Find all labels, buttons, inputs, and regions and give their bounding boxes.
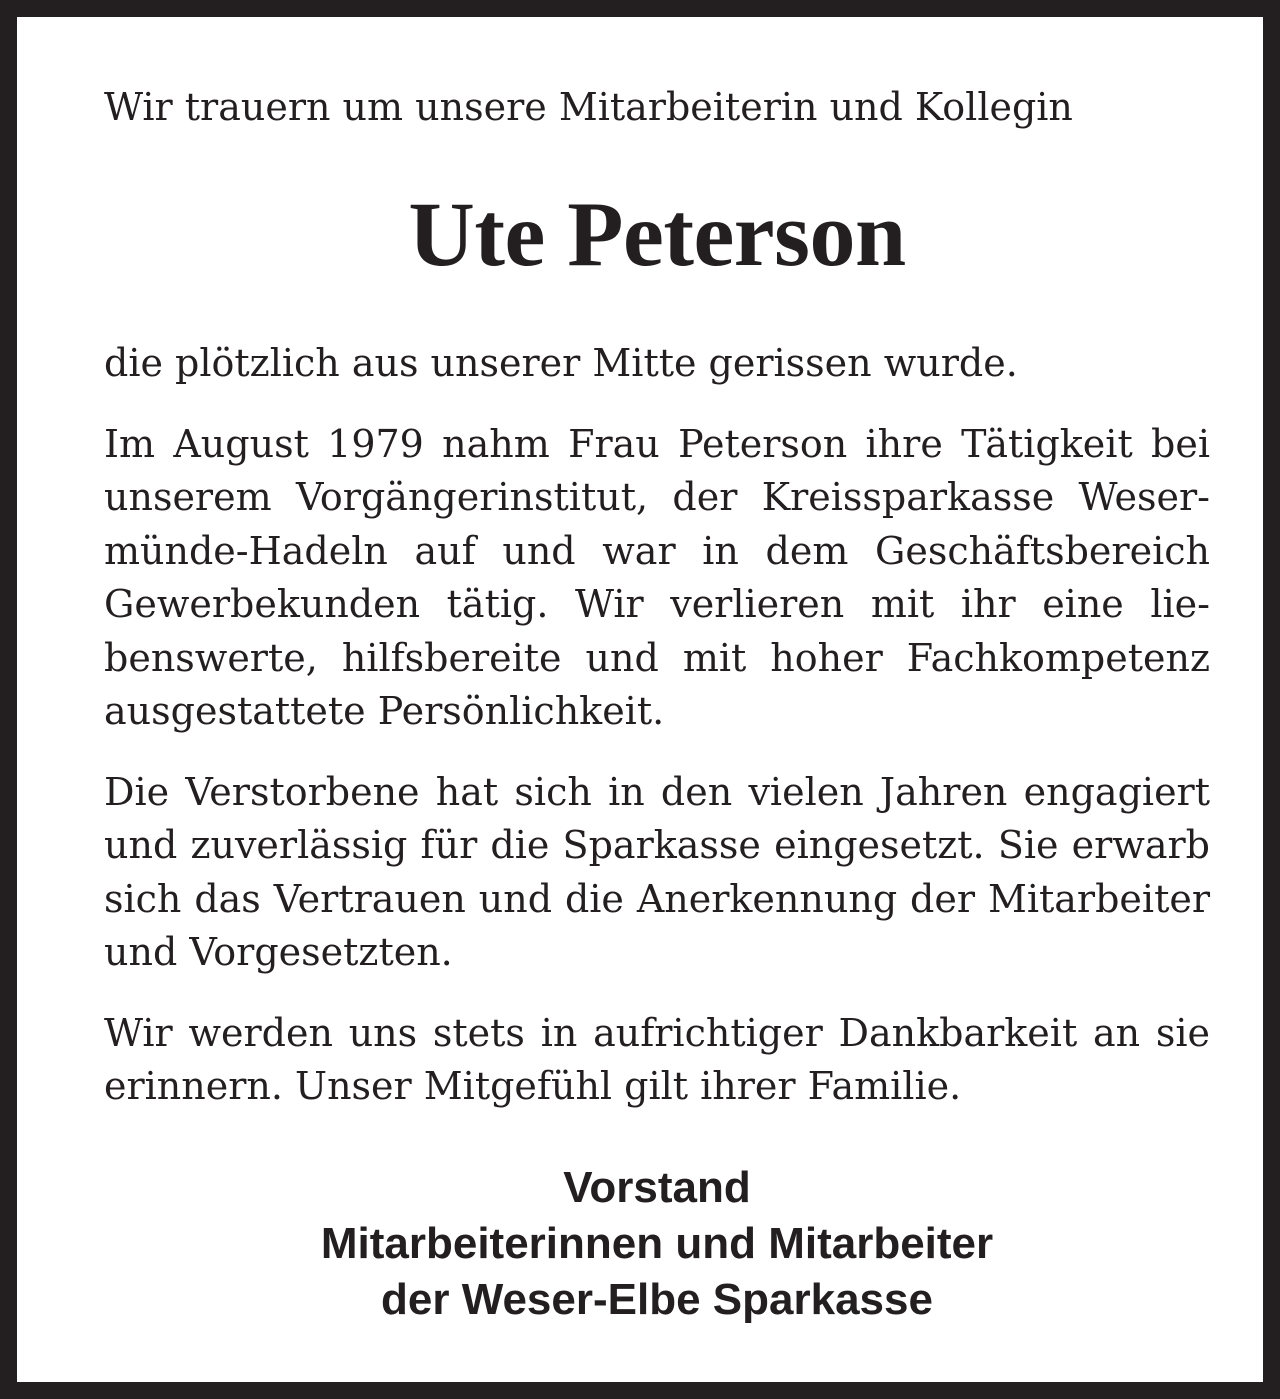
obituary-body — [104, 81, 1210, 1114]
signature-block — [104, 1160, 1210, 1328]
intro-line: Wir trauern um unsere Mitarbeiterin und Kollegin — [104, 85, 1073, 129]
paragraph-3: Die Verstorbene hat sich in den vielen Jahren engagiert und zuverlässig für die Sparkasse eingesetzt. Sie erwarb sich das Vertrauen und die Anerkennung der Mitarbeiter und Vorgesetzten. — [104, 769, 1210, 974]
signature-institution: der Weser-Elbe Sparkasse — [381, 1275, 933, 1324]
paragraph-2: Im August 1979 nahm Frau Peterson ihre Tätigkeit bei unserem Vorgängerinstitut, der Kreissparkasse Wesermünde-Hadeln auf und war in dem Geschäftsbereich Gewerbekunden tätig. Wir verlieren mit ihr eine liebenswerte, hilfsbereite und mit hoher Fachkompetenz ausgestattete Persönlichkeit. — [104, 421, 1210, 733]
signature-staff: Mitarbeiterinnen und Mitarbeiter — [320, 1219, 994, 1268]
paragraph-4: Wir werden uns stets in aufrichtiger Dankbarkeit an sie erinnern. Unser Mitgefühl gilt ihrer Familie. — [104, 1010, 1210, 1108]
deceased-name: Ute Peterson — [408, 183, 906, 285]
paragraph-1: die plötzlich aus unserer Mitte gerissen wurde. — [104, 341, 1018, 385]
signature-board: Vorstand — [563, 1163, 751, 1212]
